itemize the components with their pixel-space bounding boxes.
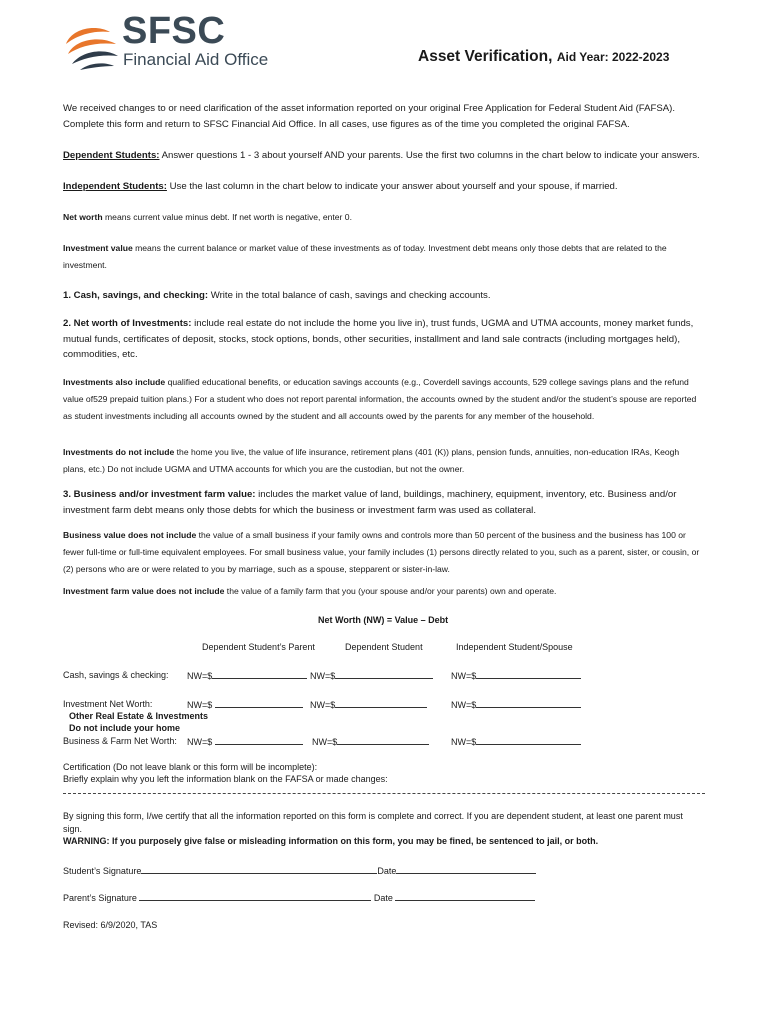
cash-parent-field[interactable]	[187, 668, 307, 683]
business-student-field[interactable]	[312, 734, 429, 749]
row-label-investment: Investment Net Worth:	[63, 699, 153, 709]
business-independent-field[interactable]	[451, 734, 581, 749]
nw-prefix: NW=$	[187, 671, 213, 681]
investment-student-field[interactable]	[310, 697, 427, 712]
signing-statement: By signing this form, I/we certify that all the information reported on this form is complete and correct. If you are dependent student, at least one parent must sign.	[63, 811, 683, 834]
investment-independent-field[interactable]	[451, 697, 581, 712]
certification-answer-line[interactable]	[63, 793, 705, 794]
note-exclude-home: Do not include your home	[69, 723, 181, 733]
certification-line-1: Certification (Do not leave blank or this form will be incomplete):	[63, 762, 318, 772]
farm-exclude-label: Investment farm value does not include	[63, 586, 225, 596]
question-2	[63, 316, 711, 363]
independent-label: Independent Students:	[63, 181, 167, 192]
business-exclude	[63, 527, 708, 578]
form-title: Asset Verification	[418, 48, 549, 65]
student-signature-field[interactable]	[141, 863, 377, 874]
net-worth-definition	[63, 209, 713, 226]
parent-date-label: Date	[373, 893, 393, 903]
independent-instructions	[63, 179, 713, 195]
parent-signature-field[interactable]	[139, 890, 371, 901]
net-worth-label: Net worth	[63, 212, 103, 222]
logo-subtitle: Financial Aid Office	[123, 50, 269, 69]
farm-exclude	[63, 583, 713, 600]
independent-text: Use the last column in the chart below to indicate your answer about yourself and your spouse, if married.	[166, 181, 618, 192]
question-2-text: include real estate do not include the home you live in), trust funds, UGMA and UTMA accounts, money market funds, mutual funds, certificates of deposit, stocks, stock options, bonds, other securities, installment and land sale contracts (including mortgages held), commodities, etc.	[63, 318, 694, 360]
business-exclude-label: Business value does not include	[63, 530, 197, 540]
table-title: Net Worth (NW) = Value – Debt	[318, 615, 449, 625]
investments-include-text: qualified educational benefits, or education savings accounts (e.g., Coverdell savings accounts, 529 college savings plans and the refund value of529 prepaid tuition plans.) For a student who does not report parental information, the accounts owned by the student and/or the student’s spouse are reported as student investments including all accounts owned by the student and all accounts owed by the parents for any member of the household.	[63, 377, 697, 421]
intro-paragraph: We received changes to or need clarification of the asset information reported on your original Free Application for Federal Student Aid (FAFSA). Complete this form and return to SFSC Financial Aid Office. In all cases, use figures as of the time you completed the original FAFSA.	[63, 103, 676, 130]
nw-prefix: NW=$	[451, 737, 477, 747]
student-date-field[interactable]	[396, 863, 536, 874]
net-worth-text: means current value minus debt. If net worth is negative, enter 0.	[102, 212, 352, 222]
column-header-dependent: Dependent Student	[345, 642, 423, 652]
investment-value-label: Investment value	[63, 243, 133, 253]
dependent-instructions	[63, 148, 713, 164]
dependent-text: Answer questions 1 - 3 about yourself AND your parents. Use the first two columns in the chart below to indicate your answers.	[159, 150, 700, 161]
title-separator: ,	[548, 48, 553, 65]
investments-exclude	[63, 444, 693, 478]
investment-value-text: means the current balance or market value of these investments as of today. Investment debt means only those debts that are related to the investment.	[63, 243, 667, 270]
investment-value-definition	[63, 240, 708, 274]
column-header-parent: Dependent Student’s Parent	[202, 642, 315, 652]
student-date-label: Date	[377, 866, 397, 876]
cash-independent-field[interactable]	[451, 668, 581, 683]
nw-prefix: NW=$	[312, 737, 338, 747]
investments-exclude-label: Investments do not include	[63, 447, 175, 457]
parent-date-field[interactable]	[395, 890, 535, 901]
nw-prefix: NW=$	[310, 671, 336, 681]
student-signature-label: Student’s Signature	[63, 866, 142, 876]
nw-prefix: NW=$	[187, 700, 213, 710]
investments-include-label: Investments also include	[63, 377, 166, 387]
student-signature-row	[63, 863, 536, 878]
question-3-text: includes the market value of land, buildings, machinery, equipment, inventory, etc. Business and/or investment farm debt means only those debts for which the business or investment farm was used as collateral.	[63, 489, 677, 516]
aid-year: Aid Year: 2022-2023	[556, 50, 670, 64]
investments-include	[63, 374, 703, 425]
nw-prefix: NW=$	[187, 737, 213, 747]
sfsc-logo-mark	[62, 14, 122, 74]
parent-signature-row	[63, 890, 535, 905]
parent-signature-label: Parent’s Signature	[63, 893, 137, 903]
business-parent-field[interactable]	[187, 734, 303, 749]
question-3-label: 3. Business and/or investment farm value:	[63, 489, 256, 500]
question-2-label: 2. Net worth of Investments:	[63, 318, 192, 329]
row-label-business: Business & Farm Net Worth:	[63, 736, 177, 746]
nw-prefix: NW=$	[451, 700, 477, 710]
question-1-label: 1. Cash, savings, and checking:	[63, 290, 209, 301]
warning-statement: WARNING: If you purposely give false or misleading information on this form, you may be fined, be sentenced to jail, or both.	[63, 836, 599, 846]
form-title-row	[418, 48, 669, 66]
logo-brand-text: SFSC	[122, 10, 226, 52]
note-other-real-estate: Other Real Estate & Investments	[69, 711, 209, 721]
farm-exclude-text: the value of a family farm that you (your spouse and/or your parents) own and operate.	[224, 586, 557, 596]
business-exclude-text: the value of a small business if your family owns and controls more than 50 percent of the business and the business has 100 or fewer full-time or full-time equivalent employees. For small business value, your family includes (1) persons directly related to you, such as a parent, sister, or cousin, or (2) persons who are or were related to you by marriage, such as a spouse, stepparent or sister-in-law.	[63, 530, 700, 574]
cash-student-field[interactable]	[310, 668, 433, 683]
row-label-cash: Cash, savings & checking:	[63, 670, 169, 680]
dependent-label: Dependent Students:	[63, 150, 160, 161]
nw-prefix: NW=$	[451, 671, 477, 681]
question-1-text: Write in the total balance of cash, savings and checking accounts.	[208, 290, 491, 301]
column-header-independent: Independent Student/Spouse	[456, 642, 573, 652]
question-1	[63, 288, 713, 304]
certification-line-2: Briefly explain why you left the information blank on the FAFSA or made changes:	[63, 774, 388, 784]
investments-exclude-text: the home you live, the value of life insurance, retirement plans (401 (K)) plans, pension funds, annuities, non-education IRAs, Keogh plans, etc.) Do not include UGMA and UTMA accounts for which you are the custodian, but not the owner.	[63, 447, 680, 474]
revised-note: Revised: 6/9/2020, TAS	[63, 920, 158, 930]
nw-prefix: NW=$	[310, 700, 336, 710]
question-3	[63, 487, 688, 518]
